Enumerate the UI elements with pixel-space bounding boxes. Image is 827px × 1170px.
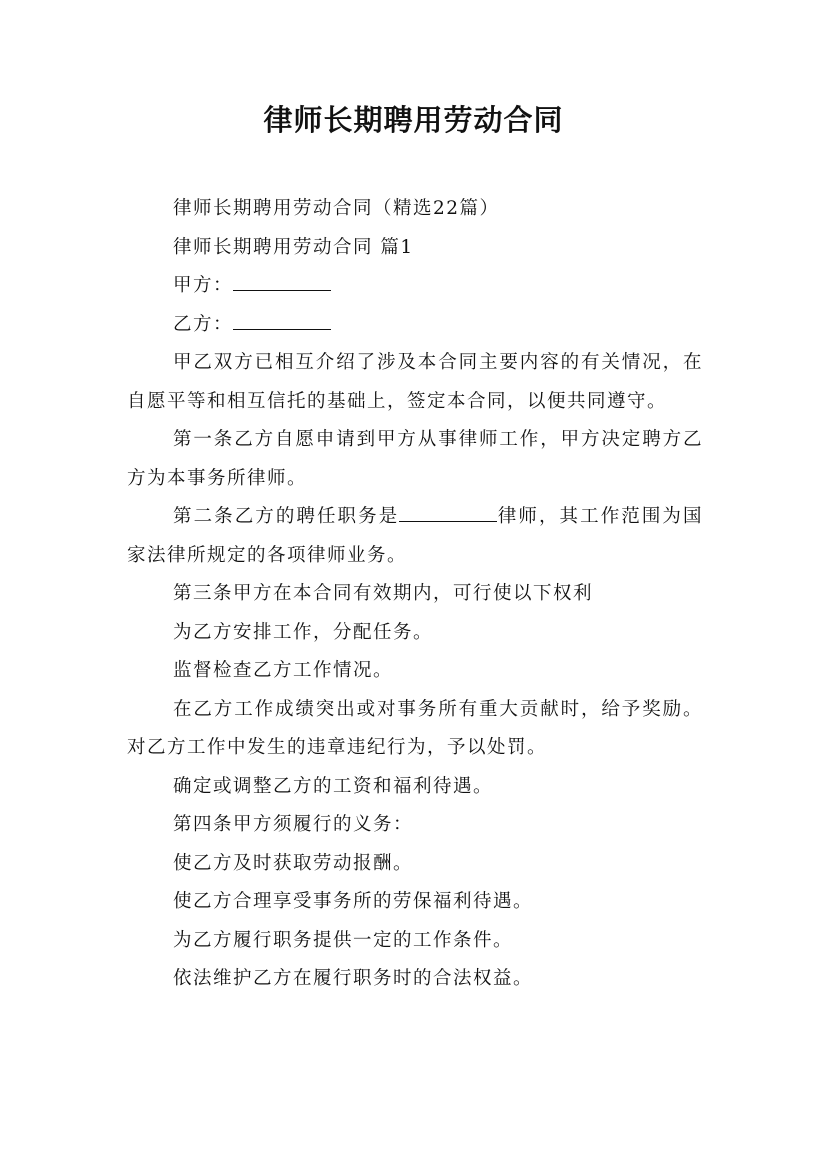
intro-paragraph: 甲乙双方已相互介绍了涉及本合同主要内容的有关情况，在自愿平等和相互信托的基础上，签定本合同，以便共同遵守。 bbox=[127, 352, 703, 412]
document-title: 律师长期聘用劳动合同 bbox=[263, 103, 564, 137]
article-3-item-3: 在乙方工作成绩突出或对事务所有重大贡献时，给予奖励。对乙方工作中发生的违章违纪行为，予以处罚。 bbox=[127, 698, 703, 758]
document-body bbox=[127, 190, 703, 999]
section-heading: 律师长期聘用劳动合同 篇1 bbox=[173, 236, 414, 258]
party-b-blank bbox=[233, 313, 331, 330]
article-3-item-4: 确定或调整乙方的工资和福利待遇。 bbox=[173, 775, 494, 797]
article-2-prefix: 第二条乙方的聘任职务是 bbox=[173, 506, 400, 527]
article-2 bbox=[127, 498, 703, 575]
party-a-label: 甲方： bbox=[173, 275, 234, 296]
party-b-line bbox=[127, 306, 703, 345]
position-blank bbox=[399, 505, 497, 522]
article-2-suffix: 律师，其工作范围为国家法律所规定的各项律师业务。 bbox=[127, 506, 703, 566]
subtitle: 律师长期聘用劳动合同（精选22篇） bbox=[173, 198, 500, 219]
article-4-item-3: 为乙方履行职务提供一定的工作条件。 bbox=[173, 929, 514, 951]
article-3-item-2: 监督检查乙方工作情况。 bbox=[173, 660, 394, 681]
article-3: 第三条甲方在本合同有效期内，可行使以下权利 bbox=[173, 583, 594, 604]
article-4: 第四条甲方须履行的义务： bbox=[173, 814, 414, 835]
article-4-item-2: 使乙方合理享受事务所的劳保福利待遇。 bbox=[173, 891, 534, 912]
article-4-item-1: 使乙方及时获取劳动报酬。 bbox=[173, 852, 414, 874]
party-b-label: 乙方： bbox=[173, 313, 234, 335]
party-a-blank bbox=[233, 274, 331, 291]
party-a-line bbox=[127, 267, 703, 306]
article-4-item-4: 依法维护乙方在履行职务时的合法权益。 bbox=[173, 968, 534, 989]
article-1: 第一条乙方自愿申请到甲方从事律师工作，甲方决定聘方乙方为本事务所律师。 bbox=[127, 429, 703, 489]
article-3-item-1: 为乙方安排工作，分配任务。 bbox=[173, 621, 434, 643]
